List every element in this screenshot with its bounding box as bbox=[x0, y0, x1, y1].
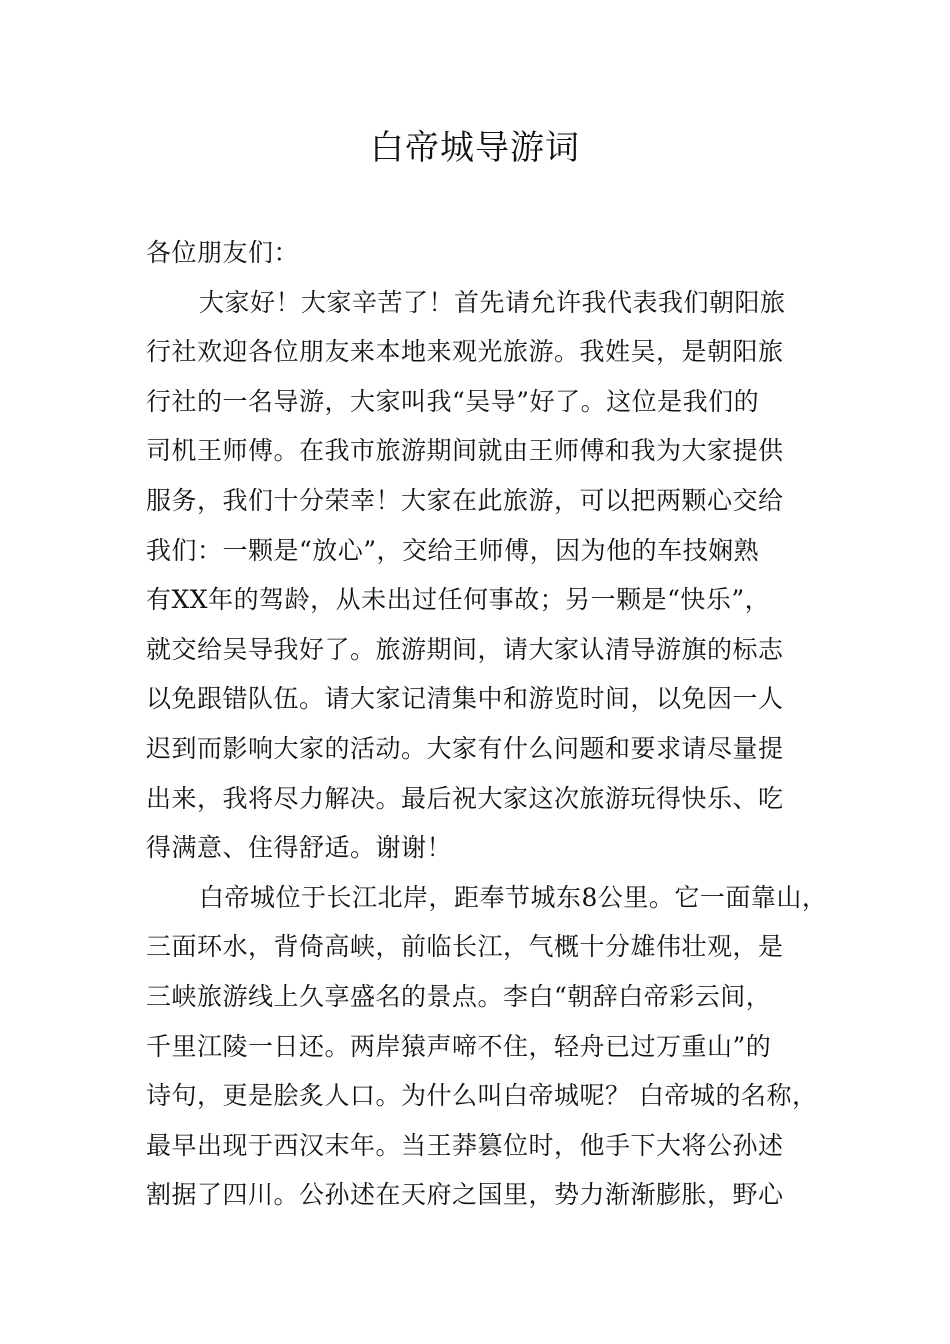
text-line: 千里江陵一日还。两岸猿声啼不住，轻舟已过万重山”的 bbox=[146, 1031, 772, 1061]
text-line: 出来，我将尽力解决。最后祝大家这次旅游玩得快乐、吃 bbox=[146, 783, 784, 813]
text-line: 我们：一颗是“放心”，交给王师傅，因为他的车技娴熟 bbox=[146, 535, 760, 565]
text-line: 司机王师傅。在我市旅游期间就由王师傅和我为大家提供 bbox=[146, 436, 784, 466]
text-line: 各位朋友们： bbox=[146, 238, 300, 267]
text-line: 就交给吴导我好了。旅游期间，请大家认清导游旗的标志 bbox=[146, 634, 784, 664]
text-line: 白帝城位于长江北岸，距奉节城东8公里。它一面靠山， bbox=[199, 882, 828, 912]
text-line: 行社的一名导游，大家叫我“吴导”好了。这位是我们的 bbox=[146, 386, 760, 416]
text-line: 三峡旅游线上久享盛名的景点。李白“朝辞白帝彩云间， bbox=[146, 981, 772, 1011]
text-line: 有XX年的驾龄，从未出过任何事故；另一颗是“快乐”， bbox=[146, 585, 771, 615]
text-line: 最早出现于西汉末年。当王莽篡位时，他手下大将公孙述 bbox=[146, 1130, 784, 1160]
text-line: 迟到而影响大家的活动。大家有什么问题和要求请尽量提 bbox=[146, 733, 784, 763]
text-line: 三面环水，背倚高峡，前临长江，气概十分雄伟壮观，是 bbox=[146, 932, 784, 962]
text-line: 得满意、住得舒适。谢谢！ bbox=[146, 833, 453, 863]
document-title: 白帝城导游词 bbox=[370, 128, 580, 168]
text-line: 大家好！大家辛苦了！首先请允许我代表我们朝阳旅 bbox=[199, 287, 786, 317]
text-line: 以免跟错队伍。请大家记清集中和游览时间，以免因一人 bbox=[146, 684, 784, 714]
text-line: 行社欢迎各位朋友来本地来观光旅游。我姓吴，是朝阳旅 bbox=[146, 337, 784, 367]
text-line: 诗句，更是脍炙人口。为什么叫白帝城呢？ 白帝城的名称， bbox=[146, 1081, 818, 1111]
text-line: 割据了四川。公孙述在天府之国里，势力渐渐膨胀，野心 bbox=[146, 1180, 784, 1210]
document-body bbox=[146, 228, 828, 1220]
text-line: 服务，我们十分荣幸！大家在此旅游，可以把两颗心交给 bbox=[146, 485, 784, 515]
